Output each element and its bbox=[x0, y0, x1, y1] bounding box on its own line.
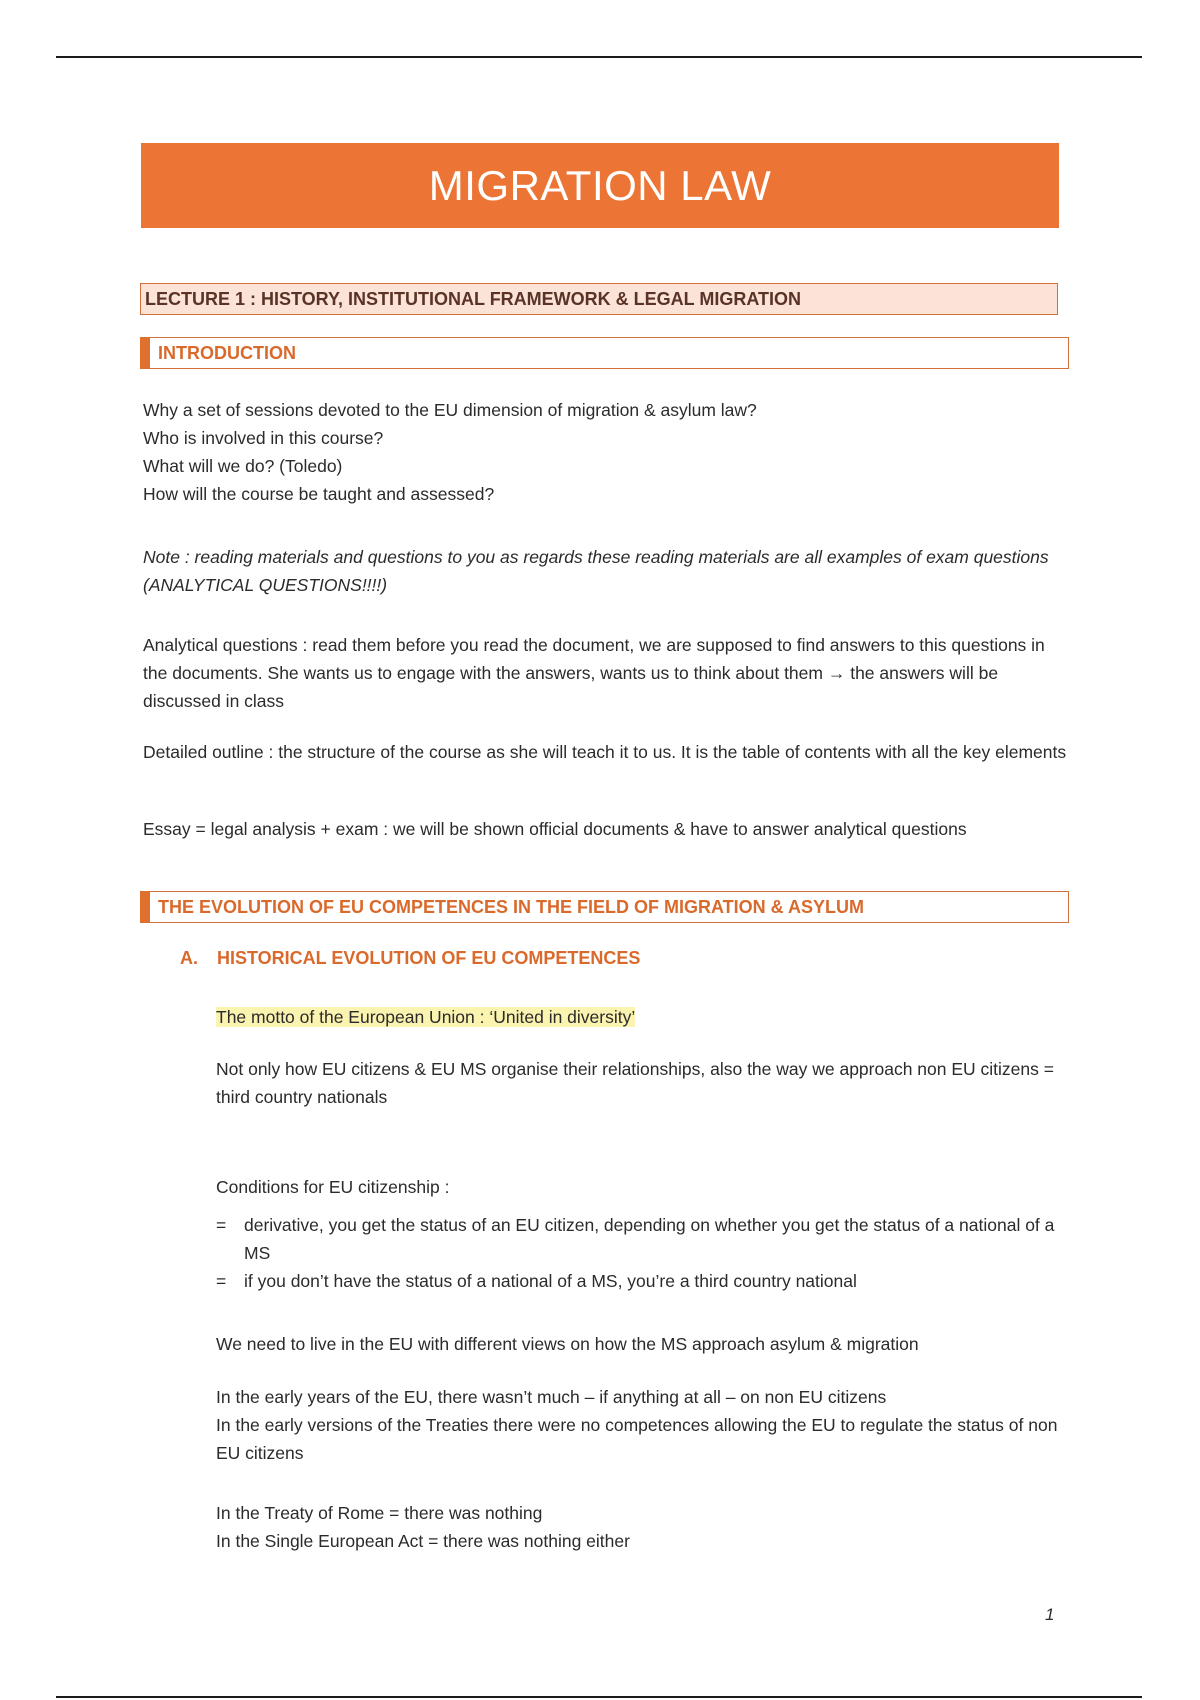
page-number: 1 bbox=[1045, 1605, 1055, 1624]
lecture-heading: LECTURE 1 : HISTORY, INSTITUTIONAL FRAMEWORK & LEGAL MIGRATION bbox=[140, 283, 1058, 315]
intro-questions bbox=[143, 396, 1068, 508]
paragraph-text: Analytical questions : read them before you read the document, we are supposed to find answers to this questions in the documents. She wants us to engage with the answers, wants us to think about them → the answers will be discussed in class bbox=[143, 635, 1045, 711]
conditions-list bbox=[216, 1211, 1068, 1295]
paragraph-text: Essay = legal analysis + exam : we will be shown official documents & have to answer analytical questions bbox=[143, 819, 967, 839]
intro-question: How will the course be taught and assessed? bbox=[143, 484, 495, 504]
intro-paragraph-analytical bbox=[143, 631, 1068, 715]
motto-text: The motto of the European Union : ‘United in diversity’ bbox=[216, 1007, 636, 1027]
document-title: MIGRATION LAW bbox=[141, 143, 1059, 228]
intro-question: What will we do? (Toledo) bbox=[143, 456, 343, 476]
evolution-paragraph-3 bbox=[216, 1383, 1068, 1467]
section-heading-evolution: THE EVOLUTION OF EU COMPETENCES IN THE FIELD OF MIGRATION & ASYLUM bbox=[140, 891, 1069, 923]
list-item-text: derivative, you get the status of an EU citizen, depending on whether you get the status of a national of a MS bbox=[244, 1215, 1055, 1263]
paragraph-text: In the early years of the EU, there wasn’t much – if anything at all – on non EU citizens bbox=[216, 1387, 887, 1407]
intro-question: Why a set of sessions devoted to the EU dimension of migration & asylum law? bbox=[143, 400, 757, 420]
conditions-label: Conditions for EU citizenship : bbox=[216, 1177, 450, 1197]
list-item-text: if you don’t have the status of a national of a MS, you’re a third country national bbox=[244, 1271, 857, 1291]
intro-paragraph-essay bbox=[143, 815, 1068, 843]
paragraph-text: In the early versions of the Treaties there were no competences allowing the EU to regulate the status of non EU citizens bbox=[216, 1415, 1058, 1463]
subsection-title: HISTORICAL EVOLUTION OF EU COMPETENCES bbox=[217, 948, 641, 968]
bullet-mark: = bbox=[216, 1271, 227, 1291]
bullet-mark: = bbox=[216, 1215, 227, 1235]
paragraph-text: Detailed outline : the structure of the course as she will teach it to us. It is the table of contents with all the key elements bbox=[143, 742, 1067, 762]
subsection-heading bbox=[180, 948, 640, 969]
paragraph-text: Not only how EU citizens & EU MS organise their relationships, also the way we approach non EU citizens = third country nationals bbox=[216, 1059, 1054, 1107]
subsection-letter: A. bbox=[180, 948, 198, 968]
bottom-rule bbox=[56, 1696, 1142, 1698]
paragraph-text: In the Treaty of Rome = there was nothing bbox=[216, 1503, 543, 1523]
intro-question: Who is involved in this course? bbox=[143, 428, 384, 448]
motto-paragraph bbox=[216, 1003, 1068, 1031]
conditions-block bbox=[216, 1173, 1068, 1295]
paragraph-text: We need to live in the EU with different views on how the MS approach asylum & migration bbox=[216, 1334, 919, 1354]
evolution-paragraph-1 bbox=[216, 1055, 1068, 1111]
list-item bbox=[216, 1267, 1068, 1295]
section-heading-introduction: INTRODUCTION bbox=[140, 337, 1069, 369]
note-text: Note : reading materials and questions to you as regards these reading materials are all examples of exam questions (ANALYTICAL QUESTIONS!!!!) bbox=[143, 547, 1049, 595]
evolution-paragraph-4 bbox=[216, 1499, 1068, 1555]
evolution-paragraph-2 bbox=[216, 1330, 1068, 1358]
list-item bbox=[216, 1211, 1068, 1267]
intro-paragraph-outline bbox=[143, 738, 1068, 766]
top-rule bbox=[56, 56, 1142, 58]
intro-note bbox=[143, 543, 1068, 599]
paragraph-text: In the Single European Act = there was nothing either bbox=[216, 1531, 630, 1551]
